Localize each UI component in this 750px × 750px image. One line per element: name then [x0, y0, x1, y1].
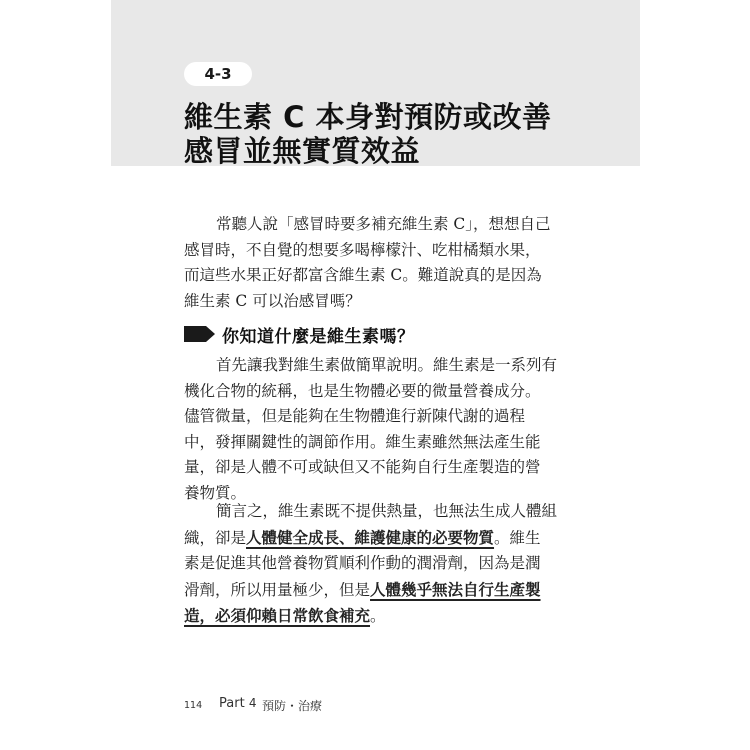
text-line: 首先讓我對維生素做簡單說明。維生素是一系列有: [216, 356, 558, 374]
emphasis-text: 造，必須仰賴日常飲食補充: [184, 606, 371, 625]
text-segment: 。: [370, 607, 386, 625]
text-line: 素是促進其他營養物質順利作動的潤滑劑，因為是潤: [184, 554, 541, 572]
text-line: 機化合物的統稱，也是生物體必要的微量營養成分。: [184, 381, 541, 400]
text-line: 中，發揮關鍵性的調節作用。維生素雖然無法產生能: [184, 432, 541, 451]
text-line: 維生素 C 可以治感冒嗎？: [184, 291, 361, 310]
section-heading: [184, 322, 415, 346]
text-line: [184, 603, 534, 630]
text-segment: 。維生: [494, 528, 541, 547]
text-line: [184, 577, 541, 604]
emphasis-text: 人體幾乎無法自行生產製: [370, 579, 541, 599]
part-word: Part: [219, 696, 245, 711]
text-line: 簡言之，維生素既不提供熱量，也無法生成人體組: [216, 502, 558, 520]
text-line: [184, 525, 541, 552]
part-number: 4: [248, 696, 257, 710]
intro-paragraph: [184, 212, 551, 314]
text-line: 而這些水果正好都富含維生素 C。難道說真的是因為: [184, 266, 542, 284]
chapter-title-line-2: 感冒並無實質效益: [184, 134, 421, 168]
text-line: 常聽人說「感冒時要多補充維生素 C」，想想自己: [216, 215, 551, 233]
text-segment: 織，卻是: [184, 528, 247, 547]
chapter-number-badge: 4-3: [184, 62, 252, 86]
body-paragraph-2: [184, 353, 558, 506]
text-line: 儘管微量，但是能夠在生物體進行新陳代謝的過程: [184, 407, 526, 425]
text-line: 量，卻是人體不可或缺但又不能夠自行生產製造的營: [184, 458, 541, 476]
emphasis-text: 人體健全成長、維護健康的必要物質: [246, 527, 495, 547]
section-heading-text: 你知道什麼是維生素嗎？: [222, 326, 415, 347]
arrow-right-icon: [184, 325, 216, 343]
text-segment: 滑劑，所以用量極少，但是: [184, 580, 371, 599]
part-label: [219, 696, 256, 714]
section-label: 預防・治療: [262, 699, 323, 713]
chapter-title-line-1: 維生素 C 本身對預防或改善: [184, 100, 552, 134]
body-paragraph-3: [184, 499, 558, 630]
page-number: 114: [184, 700, 203, 711]
text-line: 感冒時，不自覺的想要多喝檸檬汁、吃柑橘類水果，: [184, 240, 541, 259]
text-line: 養物質。: [184, 483, 247, 502]
